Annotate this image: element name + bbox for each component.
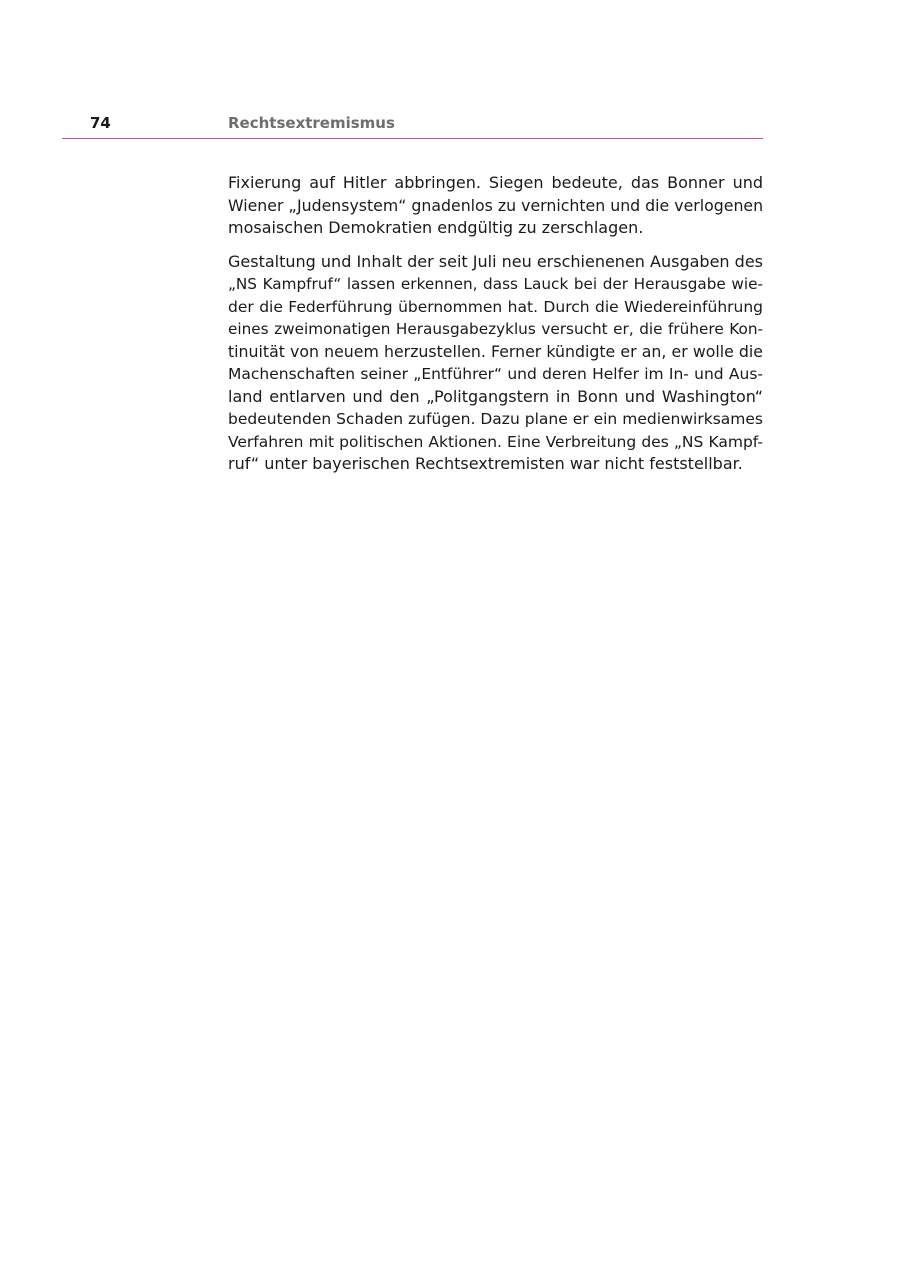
- text-line: tinuität von neuem herzustellen. Ferner kündigte er an, er wolle die: [228, 341, 763, 361]
- text-line: ruf“ unter bayerischen Rechtsextremisten war nicht feststellbar.: [228, 454, 743, 473]
- text-line: Verfahren mit politischen Aktionen. Eine Verbreitung des „NS Kampf-: [228, 432, 763, 451]
- text-line: „NS Kampfruf“ lassen erkennen, dass Lauck bei der Herausgabe wie-: [228, 275, 763, 293]
- body-text: [228, 172, 763, 487]
- text-line: land entlarven und den „Politgangstern in Bonn und Washington“: [228, 386, 763, 406]
- page-header: [62, 113, 763, 139]
- text-line: der die Federführung übernommen hat. Durch die Wiedereinführung: [228, 297, 763, 316]
- text-line: mosaischen Demokratien endgültig zu zerschlagen.: [228, 218, 644, 237]
- text-line: Gestaltung und Inhalt der seit Juli neu erschienenen Ausgaben des: [228, 251, 763, 271]
- text-line: bedeutenden Schaden zufügen. Dazu plane er ein medienwirksames: [228, 410, 763, 428]
- text-line: Wiener „Judensystem“ gnadenlos zu vernichten und die verlogenen: [228, 195, 764, 215]
- paragraph-2: [228, 251, 763, 476]
- text-line: Machenschaften seiner „Entführer“ und deren Helfer im In- und Aus-: [228, 365, 763, 383]
- text-line: eines zweimonatigen Herausgabezyklus versucht er, die frühere Kon-: [228, 320, 763, 338]
- paragraph-1: [228, 172, 763, 240]
- running-head: Rechtsextremismus: [228, 114, 395, 132]
- text-line: Fixierung auf Hitler abbringen. Siegen bedeute, das Bonner und: [228, 173, 763, 192]
- page-number: 74: [90, 114, 111, 132]
